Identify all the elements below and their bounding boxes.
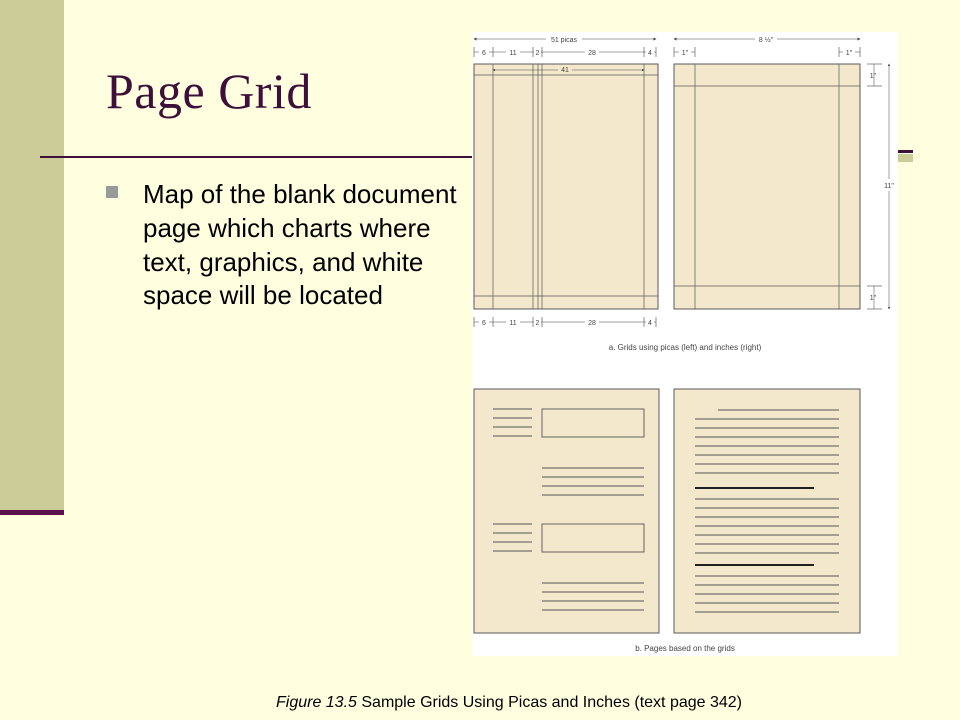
figure-sample-grids — [472, 32, 898, 656]
sample-page-left — [474, 389, 659, 633]
figure-caption-a: a. Grids using picas (left) and inches (right) — [608, 343, 762, 352]
top-seg-2: 11 — [509, 50, 517, 57]
margin-top-label: 1" — [869, 73, 877, 80]
top-seg-4: 28 — [588, 50, 596, 57]
margin-right-label: 1" — [845, 50, 853, 57]
margin-bottom-label: 1" — [869, 295, 877, 302]
bottom-seg-1: 6 — [482, 320, 486, 327]
width-inches-label: 8 ½" — [758, 37, 774, 44]
inches-width-dimension — [674, 33, 860, 57]
sample-page-right — [674, 389, 860, 633]
top-seg-5: 4 — [648, 50, 652, 57]
figure-caption-text: Sample Grids Using Picas and Inches (text page 342) — [356, 694, 743, 711]
left-bar-accent — [0, 510, 64, 515]
bottom-seg-4: 28 — [588, 320, 596, 327]
slide-title: Page Grid — [106, 63, 312, 119]
height-inches-label: 11" — [884, 183, 894, 190]
square-bullet-icon — [106, 186, 118, 198]
title-underline — [40, 156, 480, 158]
bottom-seg-2: 11 — [509, 320, 517, 327]
figure-caption-b: b. Pages based on the grids — [635, 644, 735, 653]
bottom-seg-3: 2 — [535, 320, 540, 327]
bullet-text: Map of the blank document page which charts where text, graphics, and white space will be located — [143, 179, 457, 311]
top-segments — [474, 47, 656, 57]
inner-width-label: 41 — [561, 67, 569, 74]
bottom-seg-5: 4 — [648, 320, 652, 327]
figure-caption — [0, 694, 960, 712]
figure-number: Figure 13.5 — [275, 694, 357, 711]
right-accent-stub — [897, 150, 913, 162]
margin-left-label: 1" — [681, 50, 689, 57]
picas-grid-page — [474, 64, 658, 309]
picas-width-dimension — [474, 33, 656, 44]
bottom-segments — [474, 317, 656, 327]
width-picas-label: 51 picas — [550, 37, 578, 44]
bullet-item — [106, 178, 466, 313]
inches-grid-page — [674, 64, 860, 309]
inches-height-dimension — [867, 64, 896, 309]
top-seg-3: 2 — [535, 50, 540, 57]
left-side-bar — [0, 0, 64, 512]
top-seg-1: 6 — [482, 50, 486, 57]
